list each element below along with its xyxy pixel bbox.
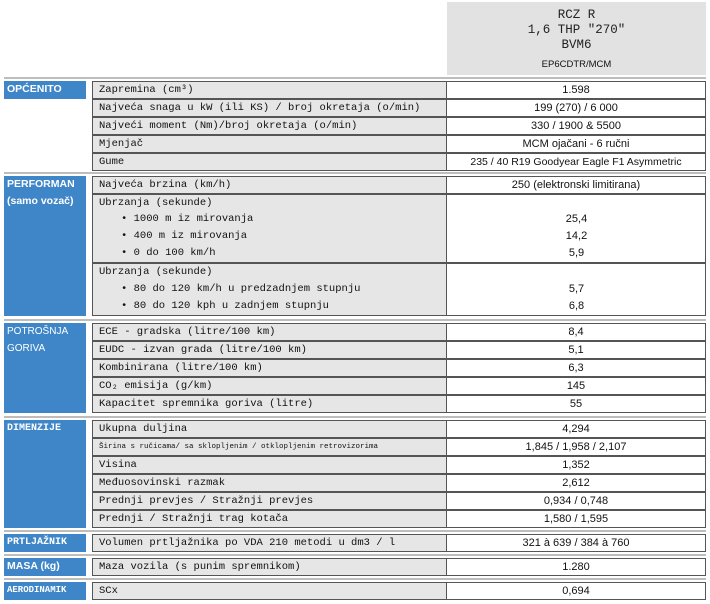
spec-value: 1,352 (447, 456, 706, 474)
spec-label: Visina (92, 456, 447, 474)
spec-value: 1.280 (447, 558, 706, 576)
spec-value: 0,694 (447, 582, 706, 600)
spec-label: CO₂ emisija (g/km) (92, 377, 447, 395)
category-dimenzije: DIMENZIJE (4, 420, 86, 528)
category-sublabel: (samo vozač) (7, 195, 74, 207)
spec-value: 321 à 639 / 384 à 760 (447, 534, 706, 552)
spec-label: Zapremina (cm³) (92, 81, 447, 99)
section-divider (4, 530, 706, 532)
spec-block-elasticity (92, 263, 706, 316)
spec-label: • 0 do 100 km/h (121, 247, 216, 259)
spec-label: • 80 do 120 kph u zadnjem stupnju (121, 300, 329, 312)
spec-label: Maza vozila (s punim spremnikom) (92, 558, 447, 576)
spec-value: 25,4 (565, 213, 588, 225)
spec-row-length (92, 420, 706, 438)
spec-label: Kombinirana (litre/100 km) (92, 359, 447, 377)
spec-value: 235 / 40 R19 Goodyear Eagle F1 Asymmetric (447, 153, 706, 171)
spec-value: 6,8 (568, 300, 585, 312)
spec-row-width (92, 438, 706, 456)
spec-label: Gume (92, 153, 447, 171)
spec-row-mass (92, 558, 706, 576)
spec-row-extra-urban (92, 341, 706, 359)
spec-value: 4,294 (447, 420, 706, 438)
section-divider (4, 578, 706, 580)
spec-value: 5,9 (568, 247, 585, 259)
spec-value: MCM ojačani - 6 ručni (447, 135, 706, 153)
spec-value: 1,845 / 1,958 / 2,107 (447, 438, 706, 456)
engine-name: 1,6 THP "270" (527, 23, 626, 37)
spec-row-co2 (92, 377, 706, 395)
spec-label: Najveća brzina (km/h) (92, 176, 447, 194)
spec-block-title: Ubrzanja (sekunde) (99, 197, 213, 209)
category-sublabel: GORIVA (7, 343, 46, 354)
spec-value: 199 (270) / 6 000 (447, 99, 706, 117)
spec-value: 8,4 (447, 323, 706, 341)
category-label: POTROŠNJA (7, 326, 69, 337)
category-performanse (4, 176, 86, 316)
category-potrosnja (4, 323, 86, 413)
spec-value: 1.598 (447, 81, 706, 99)
gearbox-name: BVM6 (561, 38, 592, 52)
engine-code: EP6CDTR/MCM (541, 59, 612, 70)
spec-block-acceleration (92, 194, 706, 263)
spec-row-power (92, 99, 706, 117)
spec-row-scx (92, 582, 706, 600)
spec-value: 14,2 (565, 230, 588, 242)
spec-label: Mjenjač (92, 135, 447, 153)
spec-row-combined (92, 359, 706, 377)
category-aero: AERODINAMIK (4, 582, 86, 600)
spec-label: Prednji / Stražnji trag kotača (92, 510, 447, 528)
spec-label: Najveća snaga u kW (ili KS) / broj okretaja (o/min) (92, 99, 447, 117)
spec-row-track (92, 510, 706, 528)
spec-label: SCx (92, 582, 447, 600)
spec-label: Najveći moment (Nm)/broj okretaja (o/min) (92, 117, 447, 135)
section-divider (4, 319, 706, 321)
section-divider (4, 416, 706, 418)
spec-value: 0,934 / 0,748 (447, 492, 706, 510)
spec-row-boot (92, 534, 706, 552)
spec-label: Širina s ručicama/ sa sklopljenim / otklopljenim retrovizorima (92, 438, 447, 456)
section-divider (4, 172, 706, 174)
spec-value: 5,1 (447, 341, 706, 359)
spec-row-tank (92, 395, 706, 413)
spec-value: 55 (447, 395, 706, 413)
category-masa: MASA (kg) (4, 558, 86, 576)
category-prtljaznik: PRTLJAŽNIK (4, 534, 86, 552)
spec-value: 6,3 (447, 359, 706, 377)
spec-row-urban (92, 323, 706, 341)
spec-row-overhangs (92, 492, 706, 510)
spec-label: • 400 m iz mirovanja (121, 230, 248, 242)
spec-label: Prednji prevjes / Stražnji prevjes (92, 492, 447, 510)
section-divider (4, 554, 706, 556)
spec-value: 250 (elektronski limitirana) (447, 176, 706, 194)
spec-row-height (92, 456, 706, 474)
spec-value: 2,612 (447, 474, 706, 492)
spec-label: Kapacitet spremnika goriva (litre) (92, 395, 447, 413)
spec-label: • 80 do 120 km/h u predzadnjem stupnju (121, 283, 361, 295)
category-label: PERFORMAN (7, 178, 75, 190)
spec-value: 330 / 1900 & 5500 (447, 117, 706, 135)
spec-row-tyres (92, 153, 706, 171)
spec-label: • 1000 m iz mirovanja (121, 213, 254, 225)
spec-row-torque (92, 117, 706, 135)
spec-label: ECE - gradska (litre/100 km) (92, 323, 447, 341)
spec-row-displacement (92, 81, 706, 99)
spec-row-wheelbase (92, 474, 706, 492)
spec-value: 145 (447, 377, 706, 395)
spec-label: Ukupna duljina (92, 420, 447, 438)
section-divider (4, 77, 706, 79)
spec-block-title: Ubrzanja (sekunde) (99, 266, 213, 278)
spec-row-top-speed (92, 176, 706, 194)
category-opcenito: OPĆENITO (4, 81, 86, 99)
model-name: RCZ R (557, 8, 596, 22)
model-header (447, 2, 706, 75)
spec-row-gearbox (92, 135, 706, 153)
spec-label: Volumen prtljažnika po VDA 210 metodi u dm3 / l (92, 534, 447, 552)
spec-value: 1,580 / 1,595 (447, 510, 706, 528)
spec-value: 5,7 (568, 283, 585, 295)
spec-label: Međuosovinski razmak (92, 474, 447, 492)
spec-label: EUDC - izvan grada (litre/100 km) (92, 341, 447, 359)
